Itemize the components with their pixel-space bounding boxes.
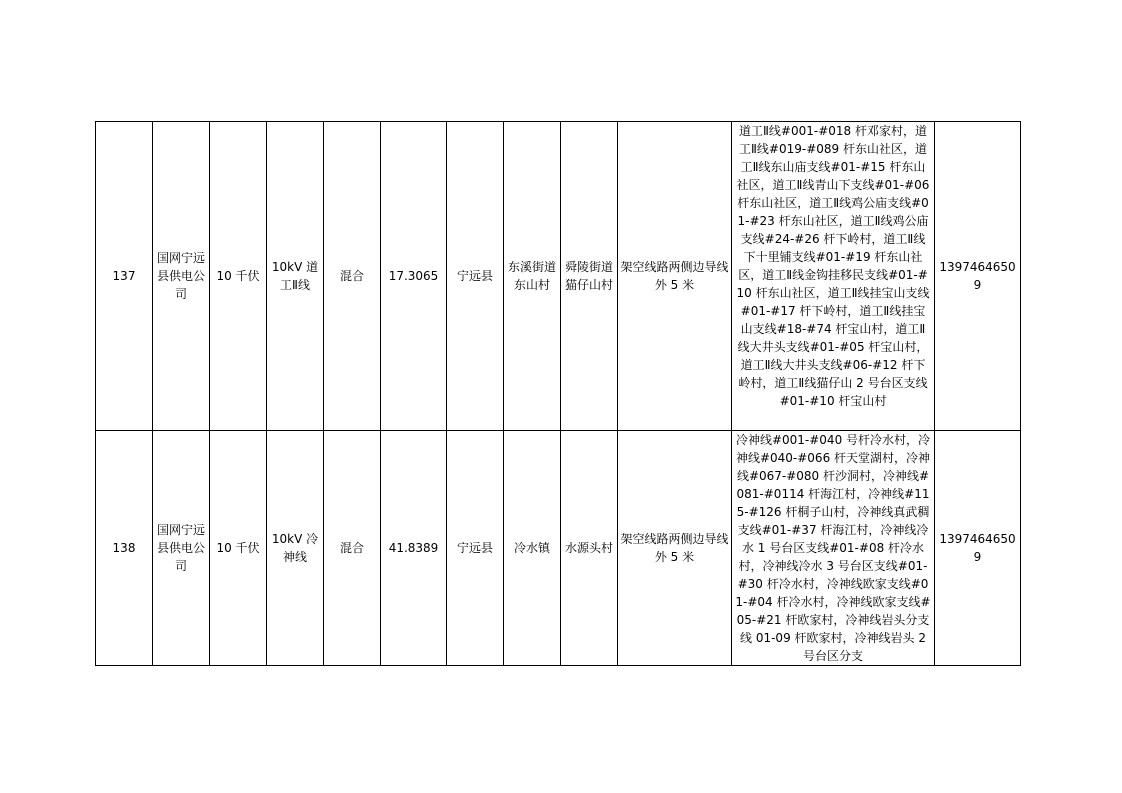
details-text: 冷神线#001-#040 号杆冷水村，冷神线#040-#066 杆天堂湖村，冷神线#067-#080 杆沙洞村，冷神线#081-#0114 杆海江村，冷神线#115-#126 杆桐子山村，冷神线真武稠支线#01-#37 杆海江村，冷神线冷水 1 号台区支线#01-#08 杆冷水村，冷神线冷水 3 号台区支线#01-#30 杆冷水村，冷神线欧家支线#01-#04 杆冷水村，冷神线欧家支线#05-#21 杆欧家村，冷神线岩头分支线 01-09 杆欧家村，冷神线岩头 2 号台区分支 [735, 433, 931, 663]
cell-type: 混合 [324, 431, 381, 666]
cell-village: 舜陵街道猫仔山村 [561, 122, 618, 431]
cell-company: 国网宁远县供电公司 [153, 122, 210, 431]
cell-voltage: 10 千伏 [210, 122, 267, 431]
table-row [96, 122, 1021, 431]
cell-company: 国网宁远县供电公司 [153, 431, 210, 666]
cell-index: 137 [96, 122, 153, 431]
cell-length: 41.8389 [381, 431, 447, 666]
cell-town: 东溪街道东山村 [504, 122, 561, 431]
cell-village: 水源头村 [561, 431, 618, 666]
cell-phone: 13974646509 [935, 431, 1021, 666]
cell-length: 17.3065 [381, 122, 447, 431]
cell-county: 宁远县 [447, 431, 504, 666]
cell-town: 冷水镇 [504, 431, 561, 666]
cell-county: 宁远县 [447, 122, 504, 431]
table-row [96, 431, 1021, 666]
cell-details [732, 431, 935, 666]
cell-scope: 架空线路两侧边导线外 5 米 [618, 431, 732, 666]
details-text: 道工Ⅱ线#001-#018 杆邓家村，道工Ⅱ线#019-#089 杆东山社区，道工Ⅱ线东山庙支线#01-#15 杆东山社区，道工Ⅱ线青山下支线#01-#06 杆东山社区，道工Ⅱ线鸡公庙支线#01-#23 杆东山社区，道工Ⅱ线鸡公庙支线#24-#26 杆下岭村，道工Ⅱ线下十里铺支线#01-#19 杆东山社区，道工Ⅱ线金钩挂移民支线#01-#10 杆东山社区，道工Ⅱ线挂宝山支线#01-#17 杆下岭村，道工Ⅱ线挂宝山支线#18-#74 杆宝山村，道工Ⅱ线大井头支线#01-#05 杆宝山村，道工Ⅱ线大井头支线#06-#12 杆下岭村，道工Ⅱ线猫仔山 2 号台区支线#01-#10 杆宝山村 [736, 124, 930, 408]
cell-index: 138 [96, 431, 153, 666]
data-table [95, 121, 1021, 666]
cell-line: 10kV 道工Ⅱ线 [267, 122, 324, 431]
cell-type: 混合 [324, 122, 381, 431]
cell-line: 10kV 冷神线 [267, 431, 324, 666]
cell-details [732, 122, 935, 431]
cell-voltage: 10 千伏 [210, 431, 267, 666]
cell-phone: 13974646509 [935, 122, 1021, 431]
cell-scope: 架空线路两侧边导线外 5 米 [618, 122, 732, 431]
